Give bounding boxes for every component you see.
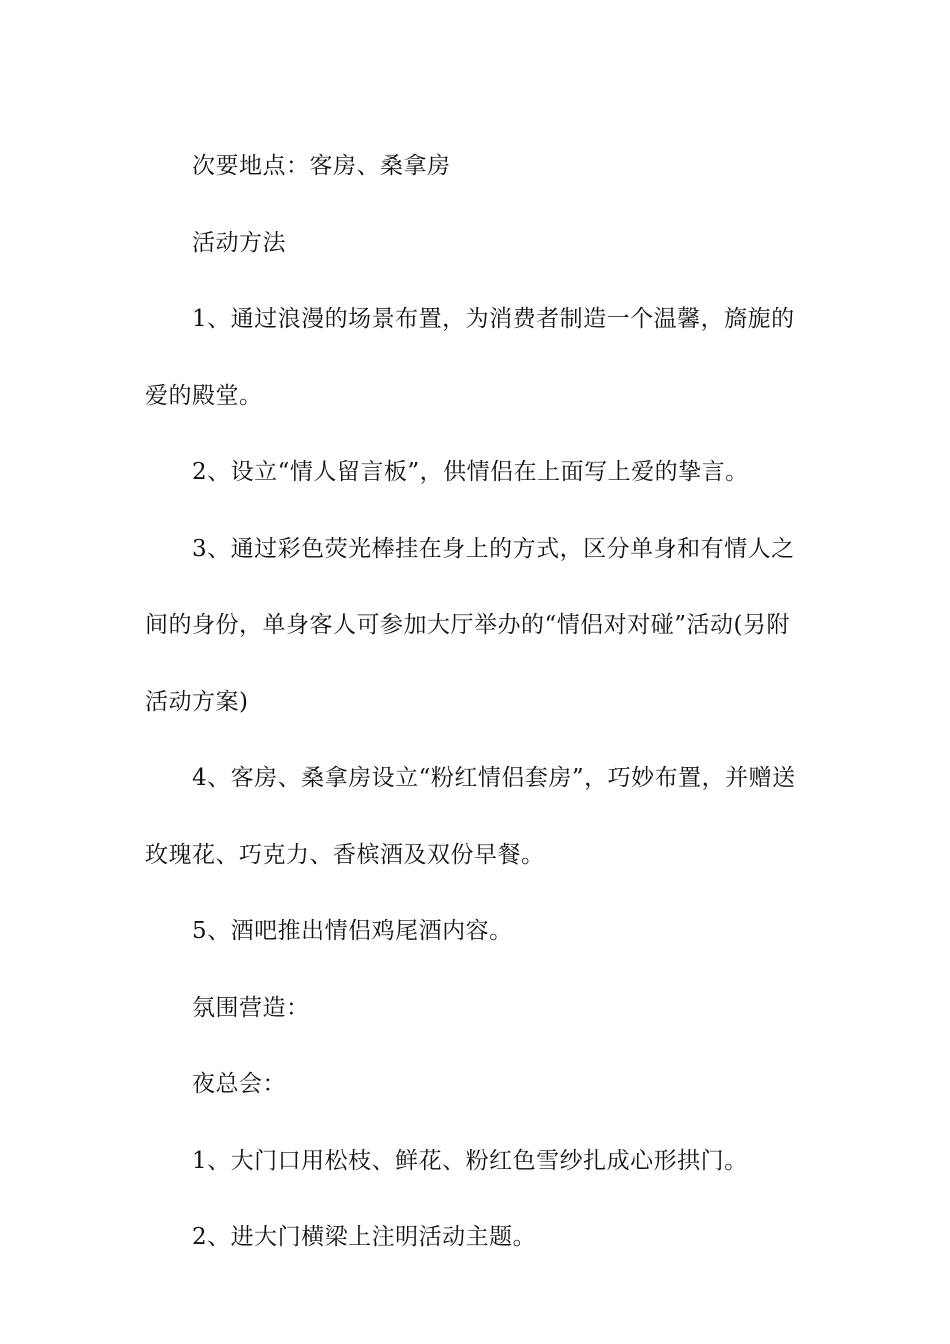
paragraph-activity-method-heading: 活动方法 (192, 229, 286, 256)
paragraph-item-4: 4、客房、桑拿房设立“粉红情侣套房”，巧妙布置，并赠送玫瑰花、巧克力、香槟酒及双份早餐。 (145, 765, 796, 868)
document-body (145, 128, 810, 1276)
paragraph-secondary-location: 次要地点：客房、桑拿房 (192, 153, 451, 179)
paragraph-item-2: 2、设立“情人留言板”，供情侣在上面写上爱的挚言。 (192, 459, 749, 485)
paragraph-nightclub-item-1: 1、大门口用松枝、鲜花、粉红色雪纱扎成心形拱门。 (192, 1147, 748, 1174)
paragraph-atmosphere-heading: 氛围营造： (192, 994, 310, 1021)
paragraph-item-5: 5、酒吧推出情侣鸡尾酒内容。 (192, 918, 513, 944)
paragraph-nightclub-item-2: 2、进大门横梁上注明活动主题。 (192, 1224, 537, 1250)
paragraph-nightclub-heading: 夜总会： (192, 1071, 286, 1097)
paragraph-item-1: 1、通过浪漫的场景布置，为消费者制造一个温馨，旖旎的爱的殿堂。 (145, 306, 795, 409)
paragraph-item-3: 3、通过彩色荧光棒挂在身上的方式，区分单身和有情人之间的身份，单身客人可参加大厅举办的“情侣对对碰”活动(另附活动方案) (145, 535, 795, 715)
